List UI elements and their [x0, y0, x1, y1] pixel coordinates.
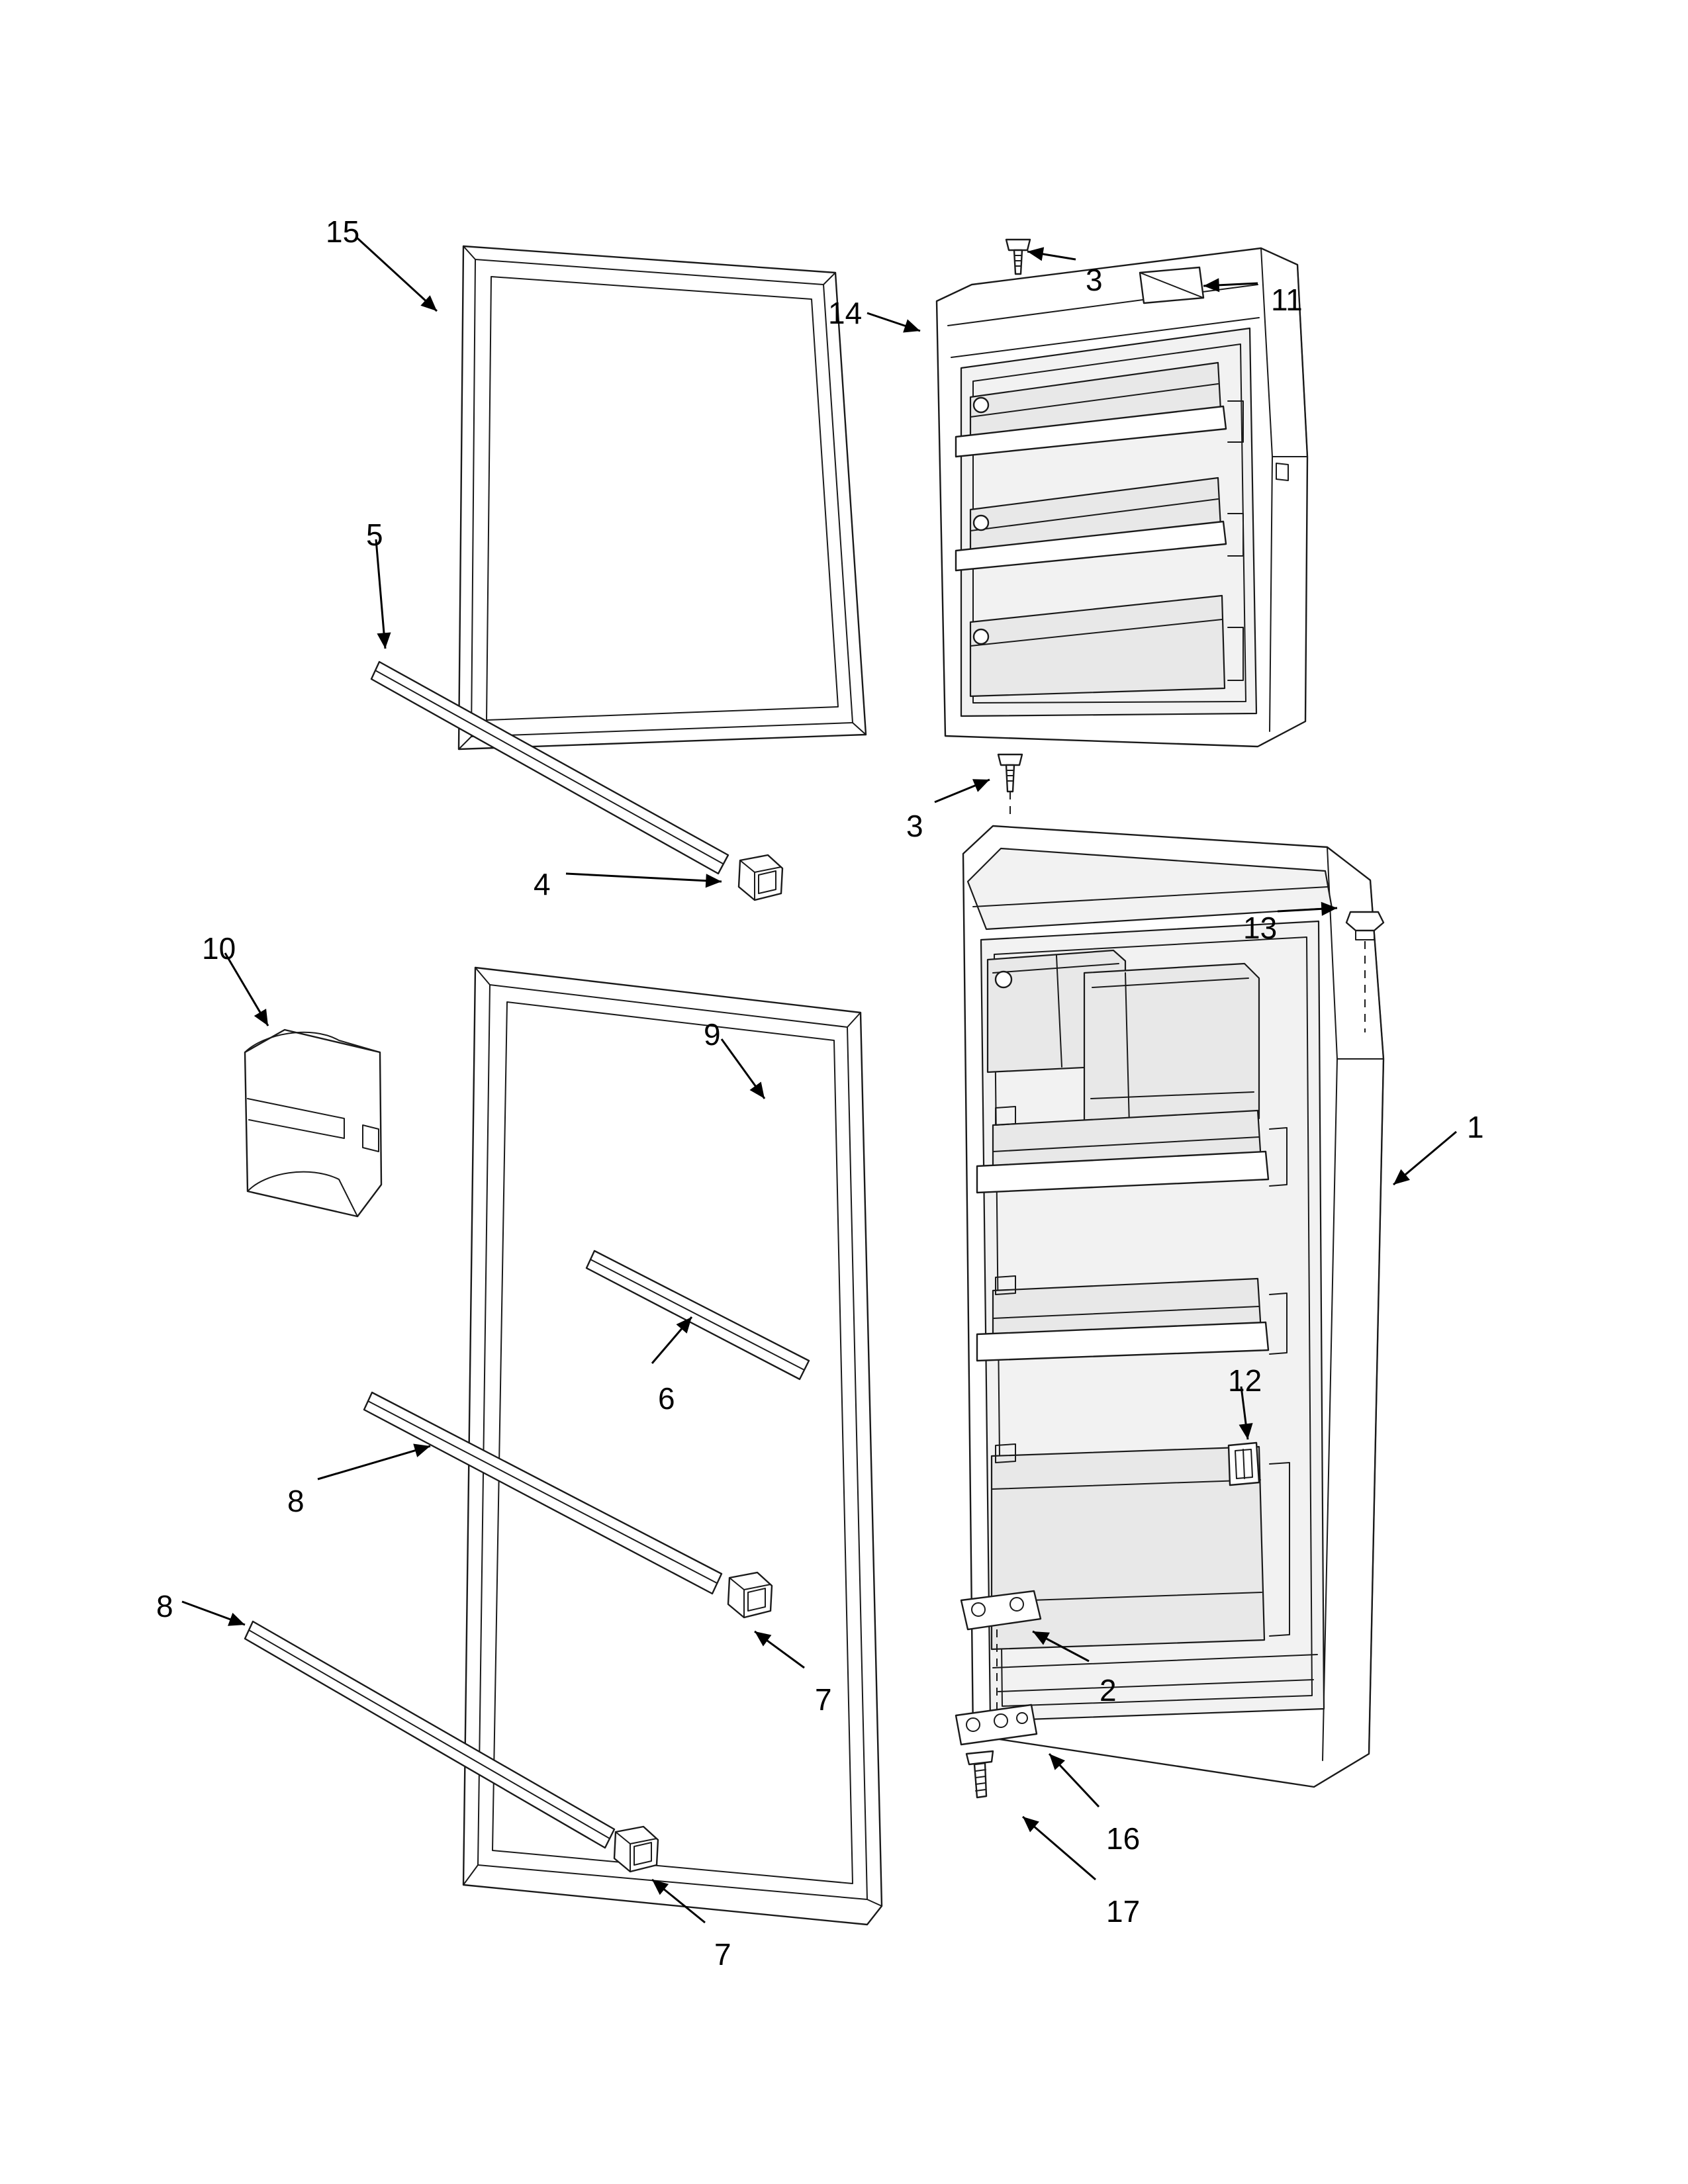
- part-7-trim-clip-lower: [614, 1827, 658, 1872]
- leader-line-3a: [1027, 247, 1076, 261]
- callout-number-3b: 3: [906, 809, 923, 843]
- callout-number-6: 6: [658, 1381, 675, 1416]
- leader-line-16: [1049, 1754, 1099, 1807]
- leader-line-3b: [935, 779, 990, 802]
- part-10-light-shield-cover: [245, 1030, 381, 1216]
- leader-line-4: [566, 874, 722, 887]
- callout-number-10: 10: [202, 931, 236, 966]
- part-4-trim-end-clip: [739, 855, 782, 900]
- part-1-refrigerator-door-assembly: [963, 826, 1383, 1787]
- part-15-upper-door-gasket: [459, 246, 866, 749]
- callout-number-7a: 7: [815, 1682, 832, 1717]
- part-7-trim-clip-upper: [728, 1572, 772, 1617]
- callout-number-2: 2: [1100, 1673, 1117, 1707]
- callout-number-7b: 7: [714, 1937, 731, 1972]
- callout-number-15: 15: [326, 214, 360, 249]
- part-3-door-stop-screw-top: [1006, 240, 1030, 274]
- callout-number-14: 14: [828, 296, 863, 330]
- callout-number-13: 13: [1243, 911, 1278, 945]
- part-11-nameplate-label: [1140, 267, 1203, 303]
- leader-line-17: [1023, 1817, 1096, 1880]
- leader-line-5: [376, 539, 391, 649]
- part-17-hinge-screw: [966, 1751, 993, 1797]
- callout-number-4: 4: [534, 867, 551, 901]
- leader-line-14: [867, 313, 920, 332]
- leader-line-1: [1393, 1132, 1456, 1185]
- leader-line-8b: [182, 1602, 245, 1626]
- leader-line-15: [357, 238, 437, 311]
- callout-number-8b: 8: [156, 1589, 173, 1623]
- callout-number-3a: 3: [1086, 263, 1103, 297]
- part-14-freezer-door-liner: [937, 248, 1307, 747]
- callout-number-8a: 8: [287, 1484, 305, 1518]
- part-3-door-stop-screw-mid: [998, 754, 1022, 819]
- callout-number-12: 12: [1228, 1363, 1262, 1398]
- callout-number-1: 1: [1467, 1110, 1484, 1144]
- callout-number-5: 5: [366, 518, 383, 552]
- callout-number-9: 9: [704, 1017, 721, 1052]
- callout-number-11: 11: [1271, 283, 1303, 317]
- callout-number-17: 17: [1106, 1894, 1141, 1929]
- part-12-door-catch-striker: [1229, 1443, 1259, 1485]
- leader-line-8a: [318, 1444, 430, 1479]
- callout-number-16: 16: [1106, 1821, 1141, 1856]
